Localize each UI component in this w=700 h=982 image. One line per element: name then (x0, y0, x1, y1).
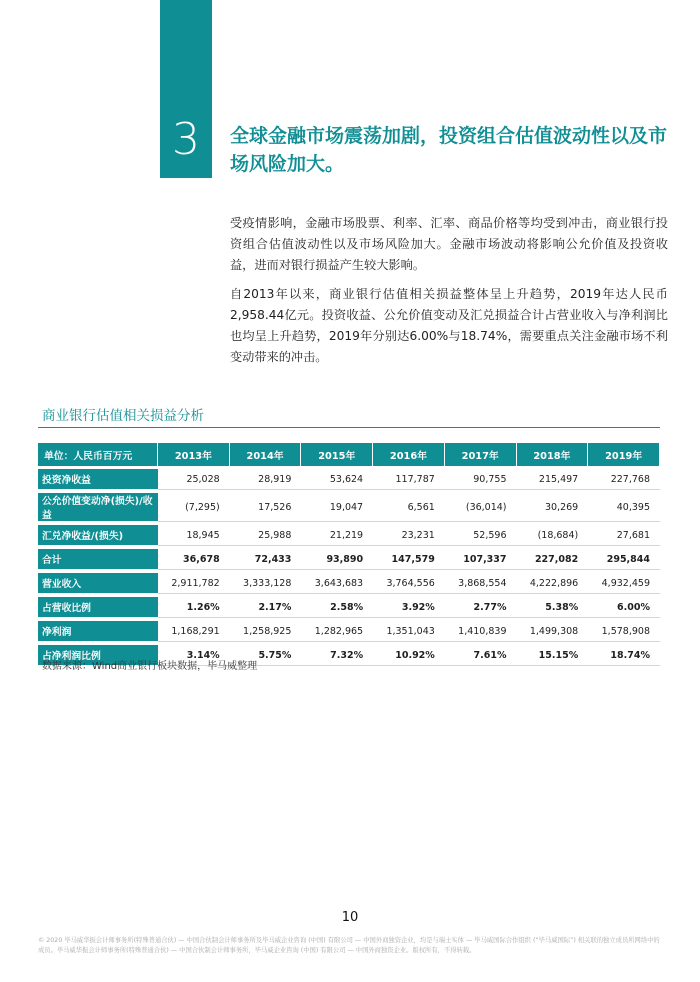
table-cell: (18,684) (517, 525, 589, 546)
table-cell: 52,596 (445, 525, 517, 546)
table-cell: 5.38% (517, 597, 589, 618)
table-row (38, 493, 660, 522)
table-cell: 3,643,683 (301, 573, 373, 594)
table-cell: 6.00% (588, 597, 660, 618)
table-cell: 53,624 (301, 469, 373, 490)
table-cell: 117,787 (373, 469, 445, 490)
table-row (38, 549, 660, 570)
table-row (38, 525, 660, 546)
row-label: 占净利润比例 (38, 645, 158, 666)
table-cell: 25,028 (158, 469, 230, 490)
table-cell: 1,410,839 (445, 621, 517, 642)
table-cell: 215,497 (517, 469, 589, 490)
table-cell: 90,755 (445, 469, 517, 490)
section-number: 3 (172, 114, 200, 165)
table-cell: (36,014) (445, 493, 517, 522)
table-cell: 3.92% (373, 597, 445, 618)
row-label: 投资净收益 (38, 469, 158, 490)
year-header: 2017年 (445, 443, 517, 466)
table-cell: 21,219 (301, 525, 373, 546)
table-cell: 1,499,308 (517, 621, 589, 642)
table-row (38, 621, 660, 642)
table-cell: 72,433 (230, 549, 302, 570)
row-label: 占营收比例 (38, 597, 158, 618)
table-title-rule (38, 427, 660, 428)
table-row (38, 469, 660, 490)
table-cell: 227,768 (588, 469, 660, 490)
table-cell: 2.58% (301, 597, 373, 618)
table-cell: 93,890 (301, 549, 373, 570)
table-cell: 2.77% (445, 597, 517, 618)
table-cell: 1.26% (158, 597, 230, 618)
row-label: 汇兑净收益/(损失) (38, 525, 158, 546)
table-cell: 3,764,556 (373, 573, 445, 594)
table-cell: 2,911,782 (158, 573, 230, 594)
table-cell: 1,351,043 (373, 621, 445, 642)
table-header-row (38, 443, 660, 466)
table-cell: 295,844 (588, 549, 660, 570)
table-cell: 3,868,554 (445, 573, 517, 594)
table-cell: 30,269 (517, 493, 589, 522)
row-label: 合计 (38, 549, 158, 570)
table-cell: 15.15% (517, 645, 589, 666)
table-cell: 18,945 (158, 525, 230, 546)
section-heading: 全球金融市场震荡加剧，投资组合估值波动性以及市场风险加大。 (230, 125, 668, 175)
table-cell: 5.75% (230, 645, 302, 666)
table-cell: 40,395 (588, 493, 660, 522)
table-row (38, 573, 660, 594)
year-header: 2015年 (301, 443, 373, 466)
row-label: 公允价值变动净(损失)/收益 (38, 493, 158, 522)
table-cell: 227,082 (517, 549, 589, 570)
table-cell: 3.14% (158, 645, 230, 666)
year-header: 2013年 (158, 443, 230, 466)
section-number-block (160, 0, 212, 178)
unit-label: 单位：人民币百万元 (38, 443, 158, 466)
year-header: 2018年 (517, 443, 589, 466)
table-cell: 17,526 (230, 493, 302, 522)
paragraph-2: 自2013年以来，商业银行估值相关损益整体呈上升趋势，2019年达人民币2,958.44亿元。投资收益、公允价值变动及汇兑损益合计占营业收入与净利润比也均呈上升趋势，2019年分别达6.00%与18.74%，需要重点关注金融市场不利变动带来的冲击。 (230, 287, 668, 364)
table-cell: 18.74% (588, 645, 660, 666)
table-cell: 7.32% (301, 645, 373, 666)
table-cell: (7,295) (158, 493, 230, 522)
data-source-note: 数据来源：Wind商业银行板块数据，毕马威整理 (42, 661, 258, 672)
table-cell: 3,333,128 (230, 573, 302, 594)
table-cell: 2.17% (230, 597, 302, 618)
table-cell: 6,561 (373, 493, 445, 522)
valuation-table (38, 440, 660, 669)
copyright-footer: © 2020 毕马威华振会计师事务所(特殊普通合伙) — 中国合伙制会计师事务所及毕马威企业咨询 (中国) 有限公司 — 中国外商独资企业，均是与瑞士实体 — 毕马威国际合作组织 (“毕马威国际”) 相关联的独立成员所网络中的成员。毕马威华振会计师事务所(特殊普通合伙) — 中国合伙制会计师事务所，毕马威企业咨询 (中国) 有限公司 — 中国外商独资企业。版权所有，不得转载。 (38, 937, 660, 954)
year-header: 2014年 (230, 443, 302, 466)
table-cell: 4,222,896 (517, 573, 589, 594)
table-cell: 25,988 (230, 525, 302, 546)
year-header: 2016年 (373, 443, 445, 466)
row-label: 净利润 (38, 621, 158, 642)
table-cell: 147,579 (373, 549, 445, 570)
table-cell: 28,919 (230, 469, 302, 490)
table-cell: 1,168,291 (158, 621, 230, 642)
table-cell: 10.92% (373, 645, 445, 666)
table-cell: 1,258,925 (230, 621, 302, 642)
table-cell: 23,231 (373, 525, 445, 546)
table-cell: 36,678 (158, 549, 230, 570)
table-cell: 27,681 (588, 525, 660, 546)
table-row (38, 597, 660, 618)
table-cell: 19,047 (301, 493, 373, 522)
row-label: 营业收入 (38, 573, 158, 594)
table-title: 商业银行估值相关损益分析 (42, 408, 204, 424)
table-cell: 107,337 (445, 549, 517, 570)
year-header: 2019年 (588, 443, 660, 466)
paragraph-1: 受疫情影响，金融市场股票、利率、汇率、商品价格等均受到冲击，商业银行投资组合估值波动性以及市场风险加大。金融市场波动将影响公允价值及投资收益，进而对银行损益产生较大影响。 (230, 216, 668, 272)
table-cell: 4,932,459 (588, 573, 660, 594)
table-cell: 1,578,908 (588, 621, 660, 642)
table-cell: 7.61% (445, 645, 517, 666)
page-number: 10 (341, 910, 359, 925)
table-cell: 1,282,965 (301, 621, 373, 642)
